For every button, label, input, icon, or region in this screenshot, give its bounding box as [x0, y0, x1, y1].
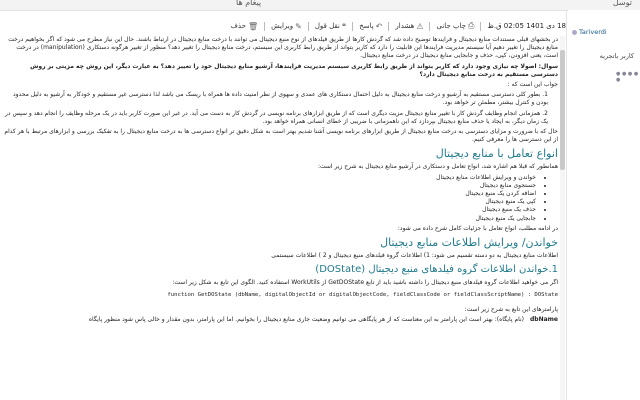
quote-icon: ❝ [341, 21, 347, 31]
types-intro: همانطور که قبلا هم اشاره شد، انواع تعامل و دستکاری در آرشیو منابع دیجیتال به شرح زیر است: [317, 163, 558, 171]
section-heading-interaction-types: انواع تعامل با منابع دیجیتال [435, 147, 558, 161]
list-item: • جستجوی منابع دیجیتال [2, 182, 536, 190]
alert-button[interactable] [395, 22, 423, 31]
delete-label: حذف [230, 22, 246, 30]
toolbar-separator [264, 22, 265, 31]
read-edit-paragraph: اطلاعات منابع دیجیتال به دو دسته تقسیم می شود: 1) اطلاعات گروه فیلدهای منبع دیجیتال و 2 ) اطلاعات سیستمی [271, 252, 558, 260]
delete-button[interactable] [231, 22, 258, 31]
subsection-heading-dostate: 1.خواندن اطلاعات گروه فیلدهای منبع دیجیتال (DOState) [315, 264, 558, 276]
trash-icon: 🗑 [247, 21, 259, 31]
list-item: • خواندن و ویرایش اطلاعات منابع دیجیتال [2, 174, 536, 182]
dostate-paragraph: اگر می خواهید اطلاعات گروه فیلدهای منبع دیجیتال را داشته باشید باید از تابع GetDOState از WorkUtils استفاده کنید. الگوی این تابع به شکل زیر است: [172, 279, 558, 287]
quote-button[interactable] [315, 22, 346, 31]
quote-label: نقل قول [314, 22, 340, 30]
author-name[interactable] [572, 28, 607, 36]
list-item: • کپی یک منبع دیجیتال [2, 198, 536, 206]
message-date: 18 دی 1401 02:05 ق.ظ [487, 22, 566, 30]
warning-icon: ⚠ [416, 21, 424, 31]
message-body [2, 36, 558, 324]
author-sidebar [568, 10, 640, 400]
code-signature: function GetDOState (dbName, digitalObjectId or digitalObjectCode, fieldClassCode or fieldClassScriptName) : DOState [167, 292, 558, 299]
right-panel-title: توسل [612, 0, 632, 7]
intro-paragraph: در بخشهای قبلی مستندات منابع دیجیتال و فرایندها توضیح داده شد که گردش کارها از طریق فیلدهای از نوع منبع دیجیتال می توانند با درخت منابع دیجیتال در ارتباط باشند. حال این نیاز مطرح می شود که اگر بخواهیم درخت منابع دیجیتال را تغییر دهیم آیا سیستم مدیریت فرایندها این قابلیت را دارد که کاربر بتواند از طریق رابط کاربری این سیستم، درخت منابع دیجیتال را تغییر دهد؟ منظور از تغییر هرگونه دستکاری (manipulation) در درخت است، یعنی افزودن، کپی، حذف و جابجایی منابع دیجیتال در درخت منابع دیجیتال. [8, 36, 558, 60]
printer-icon: ⎙ [468, 21, 475, 30]
scrollbar-thumb[interactable] [560, 50, 565, 170]
question-paragraph: سوال: اصولا چه نیازی وجود دارد که کاربر بتواند از طریق رابط کاربری سیستم مدیریت فرایندها، آرشیو منابع دیجیتال خود را تغییر دهد؟ به عبارت دیگر، این روش چه مزیتی بر روش دسترسی مستقیم به درخت منابع دیجیتال دارد؟ [30, 62, 558, 78]
print-button[interactable] [436, 21, 474, 31]
list-item: • جابجایی یک منبع دیجیتال [2, 215, 536, 223]
author-rank: کاربر باتجربه [599, 52, 634, 60]
list-item: • حذف یک منبع دیجیتال [2, 206, 536, 214]
pencil-icon: ✎ [295, 21, 302, 31]
toolbar-separator [480, 22, 481, 31]
edit-button[interactable] [271, 22, 302, 31]
rating-dots: ● ● ● ● ● [616, 71, 639, 83]
params-intro: پارامترهای این تابع به شرح زیر است: [464, 305, 558, 313]
param-name: dbName [530, 315, 558, 323]
edit-label: ویرایش [271, 22, 294, 30]
reply-label: پاسخ [359, 22, 374, 30]
answer-list [2, 91, 548, 126]
page-title: پیغام ها [236, 0, 262, 7]
print-label: چاپ جانی [436, 22, 467, 30]
toolbar-separator [429, 22, 430, 31]
list-item: • اضافه کردن یک منبع دیجیتال [2, 190, 536, 198]
reply-icon: ↶ [375, 21, 383, 31]
param-description: (نام پایگاه): بهتر است این پارامتر به این معناست که از هر پایگاهی می توانیم وضعیت جاری منابع دیجیتال را بخوانیم. اما این پارامتر، بدون مقدار و خالی پاس شود منظور پایگاه [88, 315, 525, 323]
toolbar-separator [352, 22, 353, 31]
toolbar-separator [308, 22, 309, 31]
message-toolbar [212, 18, 566, 34]
reply-button[interactable] [359, 22, 382, 31]
types-list [2, 174, 536, 223]
answer-item: 2. همزمانی انجام وظایف گردش کار با تغییر منابع دیجیتال مزیت دیگری است که از طریق ابزارهای برنامه نویسی در گردش کار به دست می آید. در غیر این صورت کاربر باید در یک مرحله وظایف را انجام دهد و سپس در یک زمان دیگر، به ایجاد یا حذف منابع دیجیتال بپردازد که این ناهمزمانی با ضریبی از خطای انسانی همراه خواهد بود. [5, 109, 548, 125]
toolbar-separator [388, 22, 389, 31]
alert-label: هشدار [395, 22, 415, 30]
online-status-icon [572, 30, 577, 35]
answer-label: جواب این است که : [507, 81, 558, 89]
answer-item: 1. بطور کلی دسترسی مستقیم به آرشیو و درخت منابع دیجیتال به دلیل احتمال دستکاری های عمدی و سهوی از نظر امنیت داده ها همراه با ریسک می باشد لذا دسترسی غیر مستقیم و خودکار به آرشیو به دلیل محدود بودن و کنترل بیشتر، مطمئن تر خواهد بود. [12, 91, 548, 107]
types-outro: در ادامه مطلب، انواع تعامل با جزئیات کامل شرح داده می شود: [397, 224, 558, 232]
message-panel [0, 10, 567, 400]
conclusion-paragraph: حال که با ضرورت و مزایای دسترسی به درخت منابع دیجیتال از طریق ابزارهای برنامه نویسی آشنا شدیم بهتر است به شکل دقیق تر انواع دسترسی ها به درخت منابع دیجیتال را به تفکیک بررسی و ابزارهای مرتبط با هر کدام از این دسترسی ها را معرفی کنیم. [4, 128, 558, 144]
param-row [2, 316, 558, 324]
author-name-label: Tariverdi [579, 28, 607, 36]
section-heading-read-edit: خواندن/ ویرایش اطلاعات منابع دیجیتال [380, 236, 558, 250]
